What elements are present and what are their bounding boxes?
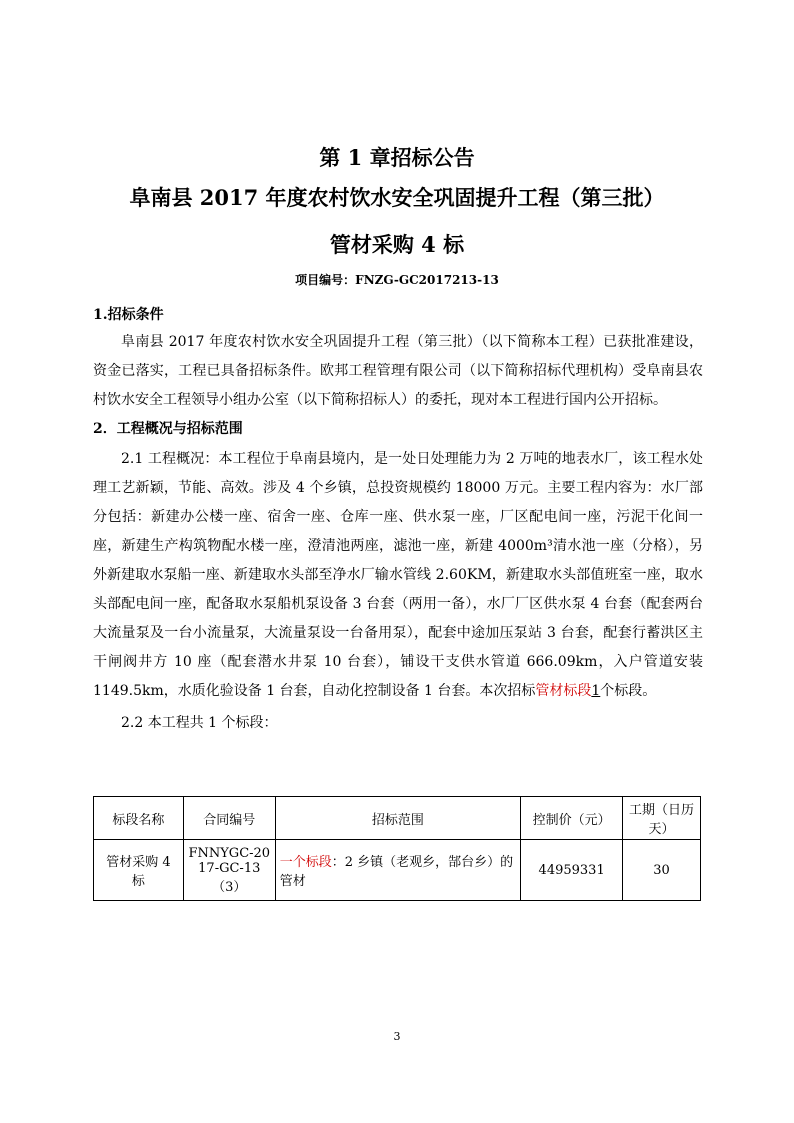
project-title: 阜南县 2017 年度农村饮水安全巩固提升工程（第三批） — [129, 185, 665, 210]
section-1-heading: 1.招标条件 — [93, 307, 164, 323]
cell-lot-name: 管材采购 4 标 — [94, 840, 184, 901]
project-number: 项目编号：FNZG-GC2017213-13 — [295, 273, 499, 287]
chapter-title: 第 1 章招标公告 — [319, 145, 475, 170]
section-2-heading: 2．工程概况与招标范围 — [93, 421, 243, 437]
highlight-lot-type: 管材标段 — [535, 683, 592, 699]
cell-price: 44959331 — [521, 840, 623, 901]
lot-table — [93, 796, 701, 901]
cell-contract-no: FNNYGC-2017-GC-13（3） — [183, 840, 275, 901]
section-2-1-text: 2.1 工程概况：本工程位于阜南县境内，是一处日处理能力为 2 万吨的地表水厂，该工程水处理工艺新颖，节能、高效。涉及 4 个乡镇，总投资规模约 18000 万元。主要工程内容为：水厂部分包括：新建办公楼一座、宿舍一座、仓库一座、供水泵一座，厂区配电间一座，污泥干化间一座，新建生产构筑物配水楼一座，澄清池两座，滤池一座，新建 4000m³清水池一座（分格），另外新建取水泵船一座、新建取水头部至净水厂输水管线 2.60KM，新建取水头部值班室一座，取水头部配电间一座，配备取水泵船机泵设备 3 台套（两用一备），水厂厂区供水泵 4 台套（配套两台大流量泵及一台小流量泵，大流量泵设一台备用泵），配套中途加压泵站 3 台套，配套行蓄洪区主干闸阀井方 10 座（配套潜水井泵 10 台套），铺设干支供水管道 666.09km，入户管道安装 1149.5km，水质化验设备 1 台套，自动化控制设备 1 台套。本次招标 — [93, 451, 703, 699]
lot-title: 管材采购 4 标 — [329, 232, 465, 257]
lot-count: 1 — [591, 683, 601, 699]
page-number: 3 — [393, 1030, 401, 1043]
col-header-scope: 招标范围 — [275, 797, 520, 840]
col-header-lot-name: 标段名称 — [94, 797, 184, 840]
col-header-duration: 工期（日历天） — [623, 797, 701, 840]
col-header-contract-no: 合同编号 — [183, 797, 275, 840]
scope-highlight: 一个标段 — [279, 855, 332, 870]
cell-duration: 30 — [623, 840, 701, 901]
section-2-1-paragraph — [93, 445, 703, 706]
section-1-body: 阜南县 2017 年度农村饮水安全巩固提升工程（第三批）（以下简称本工程）已获批准建设，资金已落实，工程已具备招标条件。欧邦工程管理有限公司（以下简称招标代理机构）受阜南县农村饮水安全工程领导小组办公室（以下简称招标人）的委托，现对本工程进行国内公开招标。 — [93, 334, 703, 408]
col-header-price: 控制价（元） — [521, 797, 623, 840]
table-row — [94, 840, 701, 901]
table-header-row — [94, 797, 701, 840]
scope-text: ：2 乡镇（老观乡，郜台乡）的管材 — [279, 855, 514, 889]
cell-scope — [275, 840, 520, 901]
section-2-1-tail: 个标段。 — [600, 683, 657, 699]
section-2-2-paragraph: 2.2 本工程共 1 个标段： — [121, 715, 278, 731]
